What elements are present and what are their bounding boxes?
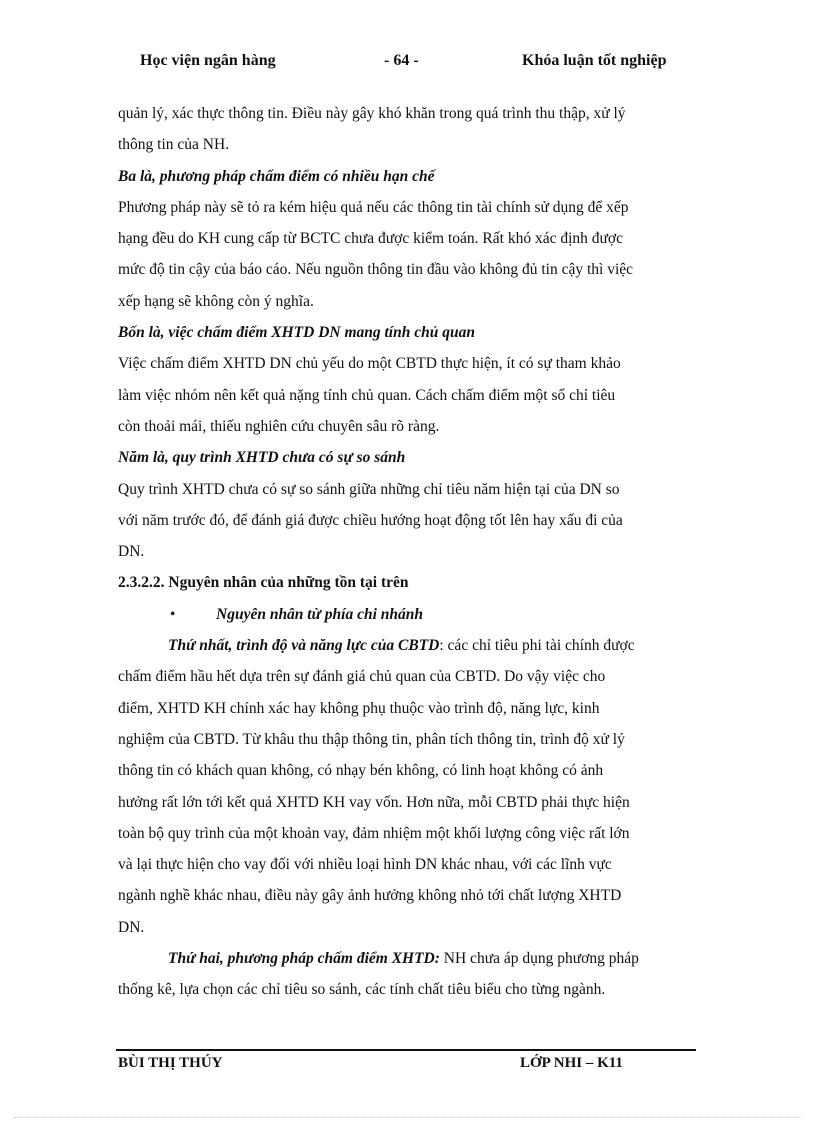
- header-institution: Học viện ngân hàng: [140, 52, 276, 69]
- text-line: toàn bộ quy trình của một khoản vay, đảm nhiệm một khối lượng công việc rất lớn: [118, 824, 630, 842]
- run-in-text: NH chưa áp dụng phương pháp: [439, 950, 639, 968]
- subheading: Ba là, phương pháp chấm điểm có nhiều hạn chế: [118, 167, 435, 185]
- bullet-item: [118, 599, 703, 630]
- text-line: làm việc nhóm nên kết quả nặng tính chủ quan. Cách chấm điểm một số chỉ tiêu: [118, 386, 616, 404]
- subheading: Bốn là, việc chấm điểm XHTD DN mang tính chủ quan: [118, 324, 475, 342]
- text-line: chấm điểm hầu hết dựa trên sự đánh giá chủ quan của CBTD. Do vậy việc cho: [118, 668, 606, 686]
- text-line: Quy trình XHTD chưa có sự so sánh giữa những chỉ tiêu năm hiện tại của DN so: [118, 480, 620, 498]
- page-edge-divider: [14, 1117, 802, 1118]
- body-text: [118, 98, 703, 1006]
- text-line: ngành nghề khác nhau, điều này gây ảnh hưởng không nhỏ tới chất lượng XHTD: [118, 887, 622, 905]
- text-line: thống kê, lựa chọn các chỉ tiêu so sánh, các tính chất tiêu biểu cho từng ngành.: [118, 981, 606, 999]
- text-line: với năm trước đó, để đánh giá được chiều hướng hoạt động tốt lên hay xấu đi của: [118, 511, 623, 529]
- text-line: còn thoải mái, thiếu nghiên cứu chuyên sâu rõ ràng.: [118, 417, 440, 435]
- footer-rule: [116, 1049, 696, 1051]
- text-line: mức độ tin cậy của báo cáo. Nếu nguồn thông tin đầu vào không đủ tin cậy thì việc: [118, 261, 634, 279]
- text-line: và lại thực hiện cho vay đối với nhiều loại hình DN khác nhau, với các lĩnh vực: [118, 856, 612, 874]
- text-line: thông tin của NH.: [118, 136, 230, 154]
- text-line: DN.: [118, 918, 145, 936]
- text-line: nghiệm của CBTD. Từ khâu thu thập thông tin, phân tích thông tin, trình độ xử lý: [118, 730, 625, 748]
- text-line: DN.: [118, 543, 145, 561]
- text-line: thông tin có khách quan không, có nhạy bén không, có linh hoạt không có ảnh: [118, 762, 604, 780]
- text-line: Phương pháp này sẽ tỏ ra kém hiệu quả nếu các thông tin tài chính sử dụng để xếp: [118, 198, 629, 216]
- text-line: hưởng rất lớn tới kết quả XHTD KH vay vốn. Hơn nữa, mỗi CBTD phải thực hiện: [118, 793, 630, 811]
- footer-author: BÙI THỊ THÚY: [118, 1055, 223, 1071]
- bullet-text: Nguyên nhân từ phía chi nhánh: [216, 605, 423, 623]
- footer-class: LỚP NHI – K11: [520, 1055, 623, 1071]
- paragraph-first-line: [118, 943, 703, 974]
- text-line: điểm, XHTD KH chính xác hay không phụ thuộc vào trình độ, năng lực, kinh: [118, 699, 600, 717]
- run-in-text: : các chỉ tiêu phi tài chính được: [439, 637, 635, 655]
- header-page-number: - 64 -: [384, 52, 419, 69]
- subheading: Năm là, quy trình XHTD chưa có sự so sánh: [118, 449, 406, 467]
- header-thesis-label: Khóa luận tốt nghiệp: [522, 52, 667, 69]
- section-heading: 2.3.2.2. Nguyên nhân của những tồn tại trên: [118, 574, 409, 592]
- text-line: quản lý, xác thực thông tin. Điều này gây khó khăn trong quá trình thu thập, xử lý: [118, 105, 626, 122]
- paragraph-first-line: [118, 630, 703, 661]
- text-line: hạng đều do KH cung cấp từ BCTC chưa được kiểm toán. Rất khó xác định được: [118, 230, 623, 248]
- bullet-icon: •: [170, 605, 176, 623]
- text-line: xếp hạng sẽ không còn ý nghĩa.: [118, 292, 314, 310]
- run-in-heading: Thứ hai, phương pháp chấm điểm XHTD:: [168, 950, 440, 968]
- text-line: Việc chấm điểm XHTD DN chủ yếu do một CBTD thực hiện, ít có sự tham khảo: [118, 355, 621, 373]
- run-in-heading: Thứ nhất, trình độ và năng lực của CBTD: [168, 637, 440, 655]
